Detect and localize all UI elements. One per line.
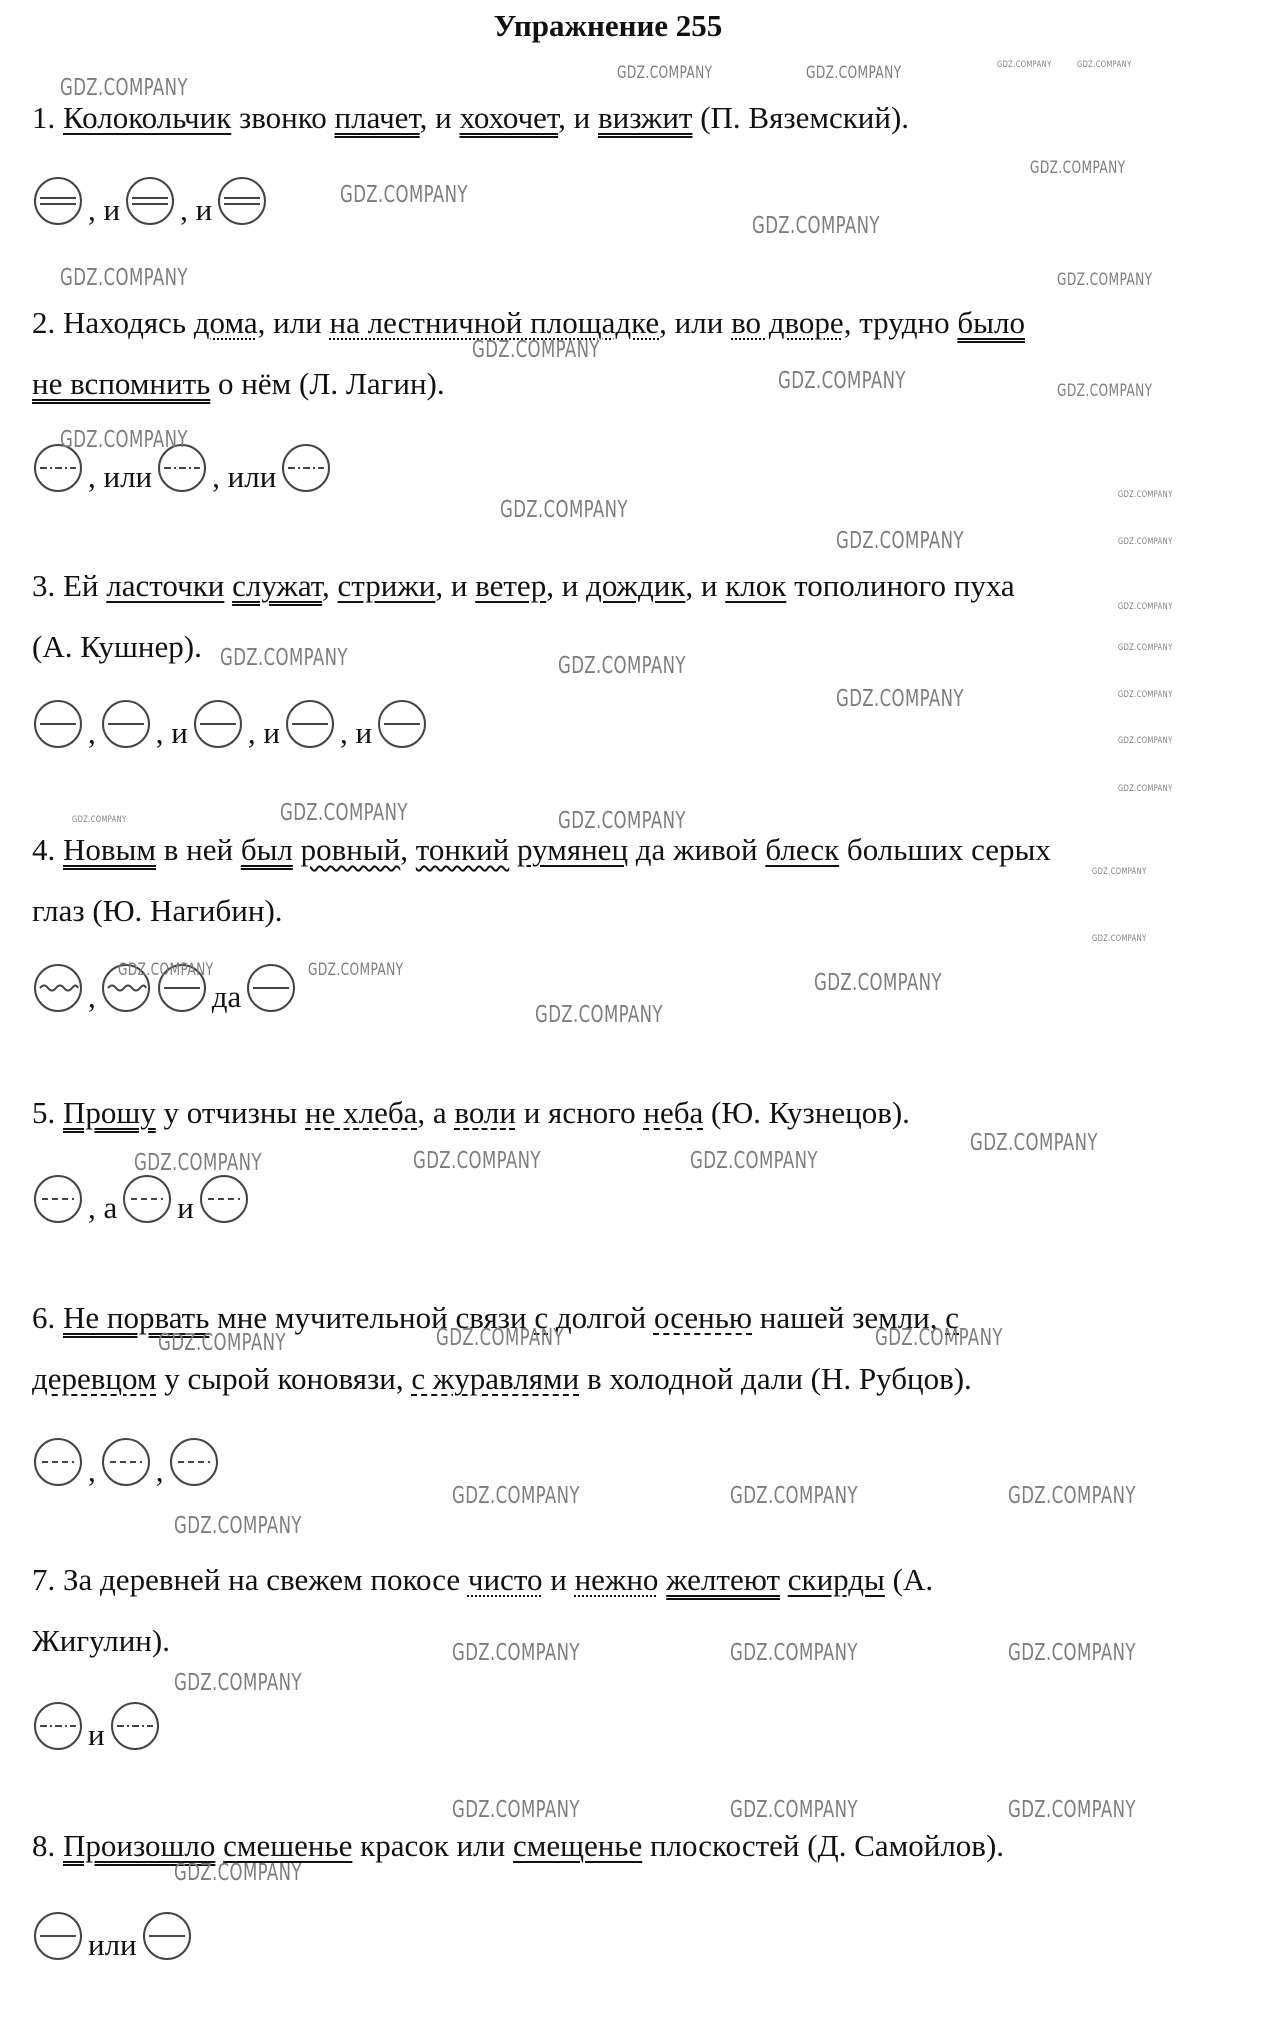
sentence-6-line-2 bbox=[32, 1359, 972, 1399]
text-segment: 8. bbox=[32, 1828, 63, 1863]
scheme-conjunction: , и bbox=[155, 715, 188, 750]
text-segment: в ней bbox=[155, 832, 241, 867]
dashed-underline-circle-icon bbox=[200, 1175, 248, 1223]
text-segment bbox=[215, 1828, 223, 1863]
single-underline-circle-icon bbox=[34, 700, 82, 748]
scheme-conjunction: и bbox=[88, 1717, 105, 1752]
wavy-underline-circle-icon bbox=[34, 964, 82, 1012]
text-segment: , или bbox=[257, 305, 330, 340]
watermark-text: GDZ.COMPANY bbox=[413, 1148, 541, 1174]
underlined-word: Не порвать bbox=[63, 1300, 210, 1335]
watermark-text: GDZ.COMPANY bbox=[1057, 270, 1153, 290]
dashdot-underline-circle-icon bbox=[111, 1702, 159, 1750]
text-segment: у сырой коновязи, bbox=[156, 1361, 412, 1396]
watermark-text: GDZ.COMPANY bbox=[158, 1330, 286, 1356]
watermark-text: GDZ.COMPANY bbox=[836, 686, 964, 712]
underlined-word: ласточки bbox=[106, 568, 225, 603]
text-segment: в холодной дали (Н. Рубцов). bbox=[579, 1361, 972, 1396]
dashed-underline-circle-icon bbox=[34, 1438, 82, 1486]
text-segment bbox=[293, 832, 301, 867]
scheme-conjunction: , а bbox=[88, 1190, 118, 1225]
watermark-text: GDZ.COMPANY bbox=[60, 75, 188, 101]
watermark-text: GDZ.COMPANY bbox=[1118, 537, 1173, 547]
underlined-word: деревцом bbox=[32, 1361, 157, 1396]
watermark-text: GDZ.COMPANY bbox=[730, 1797, 858, 1823]
underlined-word: во дворе bbox=[731, 305, 844, 340]
text-segment: мне мучительной связи bbox=[209, 1300, 535, 1335]
watermark-text: GDZ.COMPANY bbox=[1118, 736, 1173, 746]
dashdot-underline-circle-icon bbox=[282, 444, 330, 492]
sentence-4-line-2 bbox=[32, 891, 283, 931]
underlined-word: дождик bbox=[586, 568, 686, 603]
text-segment: красок или bbox=[352, 1828, 513, 1863]
watermark-text: GDZ.COMPANY bbox=[452, 1483, 580, 1509]
underlined-word: ветер bbox=[475, 568, 547, 603]
scheme-conjunction: , или bbox=[212, 459, 277, 494]
watermark-text: GDZ.COMPANY bbox=[558, 653, 686, 679]
underlined-word: осенью bbox=[653, 1300, 753, 1335]
text-segment: , или bbox=[659, 305, 732, 340]
scheme-conjunction: , и bbox=[88, 192, 121, 227]
sentence-1-line-1 bbox=[32, 98, 909, 138]
single-underline-circle-icon bbox=[286, 700, 334, 748]
watermark-text: GDZ.COMPANY bbox=[1092, 867, 1147, 877]
underlined-word: чисто bbox=[467, 1562, 543, 1597]
text-segment: звонко bbox=[231, 100, 335, 135]
underlined-word: был bbox=[240, 832, 293, 867]
exercise-title: Упражнение 255 bbox=[493, 8, 723, 43]
watermark-text: GDZ.COMPANY bbox=[452, 1797, 580, 1823]
underlined-word: было bbox=[957, 305, 1025, 340]
watermark-text: GDZ.COMPANY bbox=[875, 1325, 1003, 1351]
single-underline-circle-icon bbox=[247, 964, 295, 1012]
scheme-conjunction: и bbox=[177, 1190, 194, 1225]
double-underline-circle-icon bbox=[34, 177, 82, 225]
scheme-conjunction: , bbox=[155, 1453, 164, 1488]
text-segment: плоскостей (Д. Самойлов). bbox=[642, 1828, 1005, 1863]
text-segment: , и bbox=[558, 100, 598, 135]
watermark-text: GDZ.COMPANY bbox=[134, 1150, 262, 1176]
text-segment: (А. bbox=[884, 1562, 934, 1597]
underlined-word: Колокольчик bbox=[63, 100, 232, 135]
watermark-text: GDZ.COMPANY bbox=[174, 1670, 302, 1696]
text-segment: у отчизны bbox=[155, 1095, 305, 1130]
underlined-word: клок bbox=[725, 568, 787, 603]
text-segment: 2. Находясь bbox=[32, 305, 194, 340]
scheme-5 bbox=[30, 1175, 252, 1223]
underlined-word: служат bbox=[232, 568, 323, 603]
underlined-word: плачет bbox=[334, 100, 420, 135]
single-underline-circle-icon bbox=[102, 700, 150, 748]
underlined-word: блеск bbox=[765, 832, 840, 867]
text-segment: 3. Ей bbox=[32, 568, 107, 603]
text-segment: (П. Вяземский). bbox=[692, 100, 910, 135]
underlined-word: с журавлями bbox=[411, 1361, 580, 1396]
watermark-text: GDZ.COMPANY bbox=[806, 63, 902, 83]
text-segment: , и bbox=[546, 568, 587, 603]
single-underline-circle-icon bbox=[34, 1912, 82, 1960]
watermark-text: GDZ.COMPANY bbox=[1077, 60, 1132, 70]
underlined-word: неба bbox=[643, 1095, 704, 1130]
text-segment: глаз (Ю. Нагибин). bbox=[32, 893, 283, 928]
scheme-1 bbox=[30, 177, 270, 225]
watermark-text: GDZ.COMPANY bbox=[1118, 490, 1173, 500]
watermark-text: GDZ.COMPANY bbox=[752, 213, 880, 239]
text-segment: нашей земли, bbox=[752, 1300, 946, 1335]
watermark-text: GDZ.COMPANY bbox=[730, 1483, 858, 1509]
watermark-text: GDZ.COMPANY bbox=[60, 265, 188, 291]
watermark-text: GDZ.COMPANY bbox=[558, 808, 686, 834]
sentence-7-line-1 bbox=[32, 1560, 933, 1600]
double-underline-circle-icon bbox=[126, 177, 174, 225]
text-segment: , трудно bbox=[843, 305, 958, 340]
dashed-underline-circle-icon bbox=[102, 1438, 150, 1486]
text-segment: , bbox=[322, 568, 338, 603]
sentence-3-line-2 bbox=[32, 627, 202, 667]
watermark-text: GDZ.COMPANY bbox=[340, 182, 468, 208]
scheme-conjunction: , bbox=[88, 715, 96, 750]
text-segment: 7. За деревней на свежем покосе bbox=[32, 1562, 468, 1597]
dashed-underline-circle-icon bbox=[170, 1438, 218, 1486]
text-segment bbox=[658, 1562, 666, 1597]
underlined-word: желтеют bbox=[666, 1562, 781, 1597]
underlined-word: нежно bbox=[574, 1562, 659, 1597]
watermark-text: GDZ.COMPANY bbox=[690, 1148, 818, 1174]
sentence-7-line-2 bbox=[32, 1621, 170, 1661]
text-segment: , а bbox=[417, 1095, 455, 1130]
scheme-conjunction: , bbox=[88, 1453, 96, 1488]
watermark-text: GDZ.COMPANY bbox=[778, 368, 906, 394]
text-segment: и ясного bbox=[515, 1095, 644, 1130]
scheme-conjunction: , или bbox=[88, 459, 153, 494]
scheme-3 bbox=[30, 700, 430, 748]
watermark-text: GDZ.COMPANY bbox=[500, 497, 628, 523]
watermark-text: GDZ.COMPANY bbox=[617, 63, 713, 83]
text-segment: и bbox=[542, 1562, 575, 1597]
text-segment: 6. bbox=[32, 1300, 63, 1335]
underlined-word: на лестничной площадке bbox=[329, 305, 660, 340]
watermark-text: GDZ.COMPANY bbox=[174, 1513, 302, 1539]
text-segment bbox=[224, 568, 232, 603]
watermark-text: GDZ.COMPANY bbox=[814, 970, 942, 996]
watermark-text: GDZ.COMPANY bbox=[472, 337, 600, 363]
watermark-text: GDZ.COMPANY bbox=[1118, 784, 1173, 794]
text-segment: да живой bbox=[628, 832, 766, 867]
watermark-text: GDZ.COMPANY bbox=[436, 1325, 564, 1351]
watermark-text: GDZ.COMPANY bbox=[1008, 1640, 1136, 1666]
underlined-word: смещенье bbox=[512, 1828, 643, 1863]
underlined-word: стрижи bbox=[337, 568, 436, 603]
underlined-word: визжит bbox=[598, 100, 693, 135]
single-underline-circle-icon bbox=[194, 700, 242, 748]
sentence-4-line-1 bbox=[32, 830, 1051, 870]
underlined-word: не хлеба bbox=[305, 1095, 418, 1130]
single-underline-circle-icon bbox=[143, 1912, 191, 1960]
watermark-text: GDZ.COMPANY bbox=[1030, 158, 1126, 178]
text-segment: Жигулин). bbox=[32, 1623, 170, 1658]
scheme-conjunction: или bbox=[88, 1927, 137, 1962]
underlined-word: дома bbox=[193, 305, 258, 340]
text-segment: 4. bbox=[32, 832, 63, 867]
underlined-word: Произошло bbox=[63, 1828, 216, 1863]
underlined-word: не вспомнить bbox=[32, 366, 211, 401]
watermark-text: GDZ.COMPANY bbox=[1092, 934, 1147, 944]
watermark-text: GDZ.COMPANY bbox=[535, 1002, 663, 1028]
watermark-text: GDZ.COMPANY bbox=[452, 1640, 580, 1666]
scheme-conjunction: , и bbox=[247, 715, 280, 750]
single-underline-circle-icon bbox=[378, 700, 426, 748]
watermark-text: GDZ.COMPANY bbox=[174, 1860, 302, 1886]
sentence-5-line-1 bbox=[32, 1093, 910, 1133]
double-underline-circle-icon bbox=[218, 177, 266, 225]
text-segment: долгой bbox=[548, 1300, 654, 1335]
watermark-text: GDZ.COMPANY bbox=[1118, 602, 1173, 612]
text-segment: о нём (Л. Лагин). bbox=[210, 366, 445, 401]
underlined-word: Прошу bbox=[63, 1095, 156, 1130]
watermark-text: GDZ.COMPANY bbox=[308, 960, 404, 980]
scheme-conjunction: , bbox=[88, 979, 96, 1014]
text-segment: , и bbox=[419, 100, 460, 135]
watermark-text: GDZ.COMPANY bbox=[72, 815, 127, 825]
scheme-7 bbox=[30, 1702, 163, 1750]
watermark-text: GDZ.COMPANY bbox=[970, 1130, 1098, 1156]
scheme-6 bbox=[30, 1438, 222, 1486]
text-segment: 1. bbox=[32, 100, 63, 135]
text-segment bbox=[780, 1562, 788, 1597]
watermark-text: GDZ.COMPANY bbox=[1057, 381, 1153, 401]
watermark-text: GDZ.COMPANY bbox=[1118, 643, 1173, 653]
text-segment: , и bbox=[685, 568, 726, 603]
text-segment: , bbox=[400, 832, 416, 867]
underlined-word: воли bbox=[454, 1095, 516, 1130]
watermark-text: GDZ.COMPANY bbox=[1008, 1483, 1136, 1509]
underlined-word: смешенье bbox=[223, 1828, 353, 1863]
watermark-text: GDZ.COMPANY bbox=[730, 1640, 858, 1666]
underlined-word: ровный bbox=[300, 832, 401, 867]
underlined-word: Новым bbox=[63, 832, 156, 867]
scheme-conjunction: , и bbox=[180, 192, 213, 227]
watermark-text: GDZ.COMPANY bbox=[1008, 1797, 1136, 1823]
underlined-word: с bbox=[534, 1300, 549, 1335]
sentence-2-line-2 bbox=[32, 364, 445, 404]
dashed-underline-circle-icon bbox=[123, 1175, 171, 1223]
watermark-text: GDZ.COMPANY bbox=[60, 427, 188, 453]
sentence-3-line-1 bbox=[32, 566, 1015, 606]
watermark-text: GDZ.COMPANY bbox=[836, 528, 964, 554]
text-segment: тополиного пуха bbox=[786, 568, 1015, 603]
underlined-word: скирды bbox=[787, 1562, 885, 1597]
watermark-text: GDZ.COMPANY bbox=[280, 800, 408, 826]
text-segment: , и bbox=[435, 568, 476, 603]
text-segment: (Ю. Кузнецов). bbox=[703, 1095, 910, 1130]
dashed-underline-circle-icon bbox=[34, 1175, 82, 1223]
underlined-word: хохочет bbox=[459, 100, 559, 135]
dashdot-underline-circle-icon bbox=[34, 1702, 82, 1750]
text-segment bbox=[509, 832, 517, 867]
scheme-conjunction: , и bbox=[339, 715, 373, 750]
watermark-text: GDZ.COMPANY bbox=[118, 960, 214, 980]
scheme-conjunction: да bbox=[211, 979, 242, 1014]
watermark-text: GDZ.COMPANY bbox=[220, 645, 348, 671]
scheme-8 bbox=[30, 1912, 195, 1960]
watermark-text: GDZ.COMPANY bbox=[997, 60, 1052, 70]
text-segment: 5. bbox=[32, 1095, 63, 1130]
underlined-word: тонкий bbox=[415, 832, 510, 867]
text-segment: больших серых bbox=[839, 832, 1051, 867]
underlined-word: с bbox=[945, 1300, 960, 1335]
text-segment: (А. Кушнер). bbox=[32, 629, 202, 664]
watermark-text: GDZ.COMPANY bbox=[1118, 690, 1173, 700]
underlined-word: румянец bbox=[517, 832, 629, 867]
